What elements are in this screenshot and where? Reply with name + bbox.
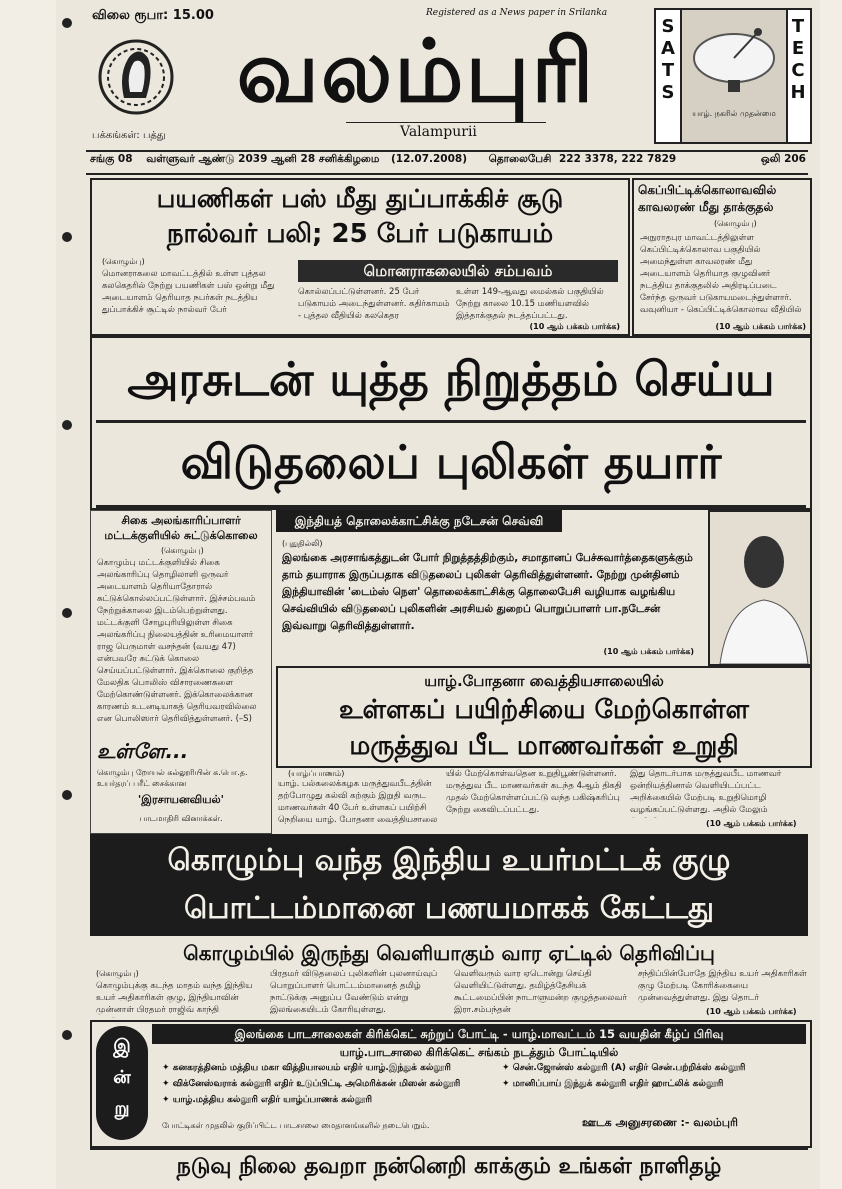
price-label: விலை ரூபா: 15.00 [92,8,214,23]
story1-headline-1: பயணிகள் பஸ் மீது துப்பாக்கிச் சூடு [156,184,564,213]
phone-label: தொலைபேசி [488,153,552,165]
main-headline-line1: அரசுடன் யுத்த நிறுத்தம் செய்ய [127,352,775,406]
punch-hole [62,420,72,430]
match-5: ✦ மானிப்பாய் இந்துக் கல்லூரி எதிர் ஹாட்லிக் கல்லூரி [502,1079,724,1089]
satellite-dish-icon [688,24,780,94]
main-headline-line2: விடுதலைப் புலிகள் தயார் [180,435,722,489]
dateline-bar [90,153,810,173]
cricket-intro: யாழ்.பாடசாலை கிரிக்கெட் சங்கம் நடத்தும் போட்டியில் [339,1046,619,1059]
nadesan-continued: (10 ஆம் பக்கம் பார்க்க) [603,647,694,656]
hospital-col2: யில் மேற்கொள்வதென உறுதிபூண்டுள்ளனர். மருத்துவ பீட மாணவர்கள் கடந்த 4ஆம் திகதி முதல் மேற்கொள்ளப்பட்டு வந்த பகிஷ்கரிப்பு நேற்று கைவிடப்பட்டது. [446,769,622,815]
india-story-headline [90,834,808,936]
india-col1: கொழும்புக்கு கடந்த மாதம் வந்த இந்திய உயர் அதிகாரிகள் குழு, இந்தியாவின் முன்னாள் பிரதமர் ராஜிவ் காந்தி [96,981,253,1015]
inside-line-2: 'இரசாயனவியல்' [137,793,225,806]
today-badge: இ ன் று [96,1026,148,1140]
masthead-title: வலம்புரி [236,22,596,122]
cricket-note: போட்டிகள் முதலில் குறிப்பிட்ட பாடசாலை மைதானங்களில் நடைபெறும். [162,1121,430,1130]
volume-number: சங்கு 08 [90,153,133,165]
story1-text-b: கொல்லப்பட்டுள்ளனர். 25 பேர் படுகாயம் அடைந்துள்ளனர். கதிர்காமம் - புத்தல வீதியில் கலகெதர [298,287,450,321]
gregorian-date: (12.07.2008) [390,153,468,165]
india-col4: சந்திப்பின்போதே இந்திய உயர் அதிகாரிகள் குழு மேற்படி கோரிக்கையை முன்வைத்துள்ளது. இது தொடர் [638,969,807,1003]
story1-subhead: மொனராகலையில் சம்பவம் [298,260,618,282]
india-dateline: (கொழும்பு) [96,969,139,978]
story1-dateline: (கொழும்பு) [102,257,145,266]
phone-numbers: 222 3378, 222 7829 [558,153,677,165]
sidebar-continued: (10 ஆம் பக்கம் பார்க்க) [715,322,806,331]
hospital-col3: இது தொடர்பாக மருத்துவபீட மாணவர் ஒன்றியத்தினால் வெளியிடப்பட்ட அறிக்கையில் மேற்படி உறுதிமொழி வழங்கப்பட்டுள்ளது. அதில் மேலும் [630,769,782,815]
sats-tech-ad [654,8,812,144]
punch-hole [62,790,72,800]
punch-hole [62,18,72,28]
kebithigollewa-story [632,178,812,336]
left-headline: சிகை அலங்காரிப்பாளர் மட்டக்குளியில் சுட்டுக்கொலை [104,514,258,542]
punch-hole [62,1030,72,1040]
cricket-notice [90,1020,812,1148]
main-headline-box [90,336,812,510]
india-line2: பொட்டம்மானை பணயமாகக் கேட்டது [183,891,715,926]
hospital-story-headline [276,666,812,768]
portrait-icon [710,512,810,664]
page-count: பக்கங்கள்: பத்து [92,130,166,141]
match-4: ✦ சென்.ஜோன்ஸ் கல்லூரி (A) எதிர் சென்.பற்றிக்ஸ் கல்லூரி [502,1063,746,1073]
nadesan-text: இலங்கை அரசாங்கத்துடன் போர் நிறுத்தத்திற்கும், சமாதானப் பேச்சுவார்த்தைகளுக்கும் தாம் தயாராக இருப்பதாக விடுதலைப் புலிகள் தெரிவித்துள்ளனர். நேற்று முன்தினம் இந்தியாவின் 'டைம்ஸ் நௌ' தொலைக்காட்சிக்கு தொலைபேசி வழியாக வழங்கிய செவ்வியில் விடுதலைப் புலிகளின் அரசியல் துறைப் பொறுப்பாளர் பா.நடேசன் இவ்வாறு தெரிவித்துள்ளார். [282,552,693,632]
hospital-col1: யாழ். பல்கலைக்கழக மருத்துவபீடத்தின் தற்போழுது கல்வி கற்கும் இறுதி வருட மாணவர்கள் 40 பேர் உள்ளகப் பயிற்சி நெறியை யாழ். போதனா வைத்தியசாலை [278,779,438,825]
punch-hole [62,608,72,618]
left-column [90,510,272,834]
hospital-dateline: (யாழ்ப்பாணம்) [288,769,345,778]
match-1: ✦ கனகரத்தினம் மத்திய மகா வித்தியாலயம் எதிர் யாழ்.இந்துக் கல்லூரி [162,1063,451,1073]
nadesan-photo [708,510,812,666]
nadesan-dateline: (புதுதில்லி) [282,539,323,548]
punch-hole [62,232,72,242]
ad-word-right: TECH [790,16,806,103]
story1-continued: (10 ஆம் பக்கம் பார்க்க) [529,322,620,331]
masthead-subtitle: Valampurii [396,124,481,140]
match-2: ✦ விக்னேஸ்வராக் கல்லூரி எதிர் உடுப்பிட்டி அமெரிக்கன் மிஸன் கல்லூரி [162,1079,461,1089]
sidebar-dateline: (கொழும்பு) [714,219,757,228]
inside-line-1: கொழும்பு றோயல் கல்லூரியின் க.பொ.த. உயர்தரப் பரீட் சைக்கான [97,768,248,788]
india-line1: கொழும்பு வந்த இந்திய உயர்மட்டக் குழு [167,843,731,878]
ad-word-left: SATS [661,16,675,103]
media-sponsor: ஊடக அனுசரணை :- வலம்புரி [582,1116,738,1129]
tamil-date: வள்ளுவர் ஆண்டு 2039 ஆனி 28 சனிக்கிழமை [146,153,380,165]
hospital-line2: மருத்துவ பீட மாணவர்கள் உறுதி [349,731,739,761]
inside-line-3: பாடமாதிரி வினாக்கள். [139,814,223,823]
newspaper-page [56,0,820,1189]
left-dateline: (கொழும்பு) [161,546,204,555]
registration-note: Registered as a News paper in Srilanka [426,8,608,18]
hospital-kicker: யாழ்.போதனா வைத்தியசாலையில் [424,672,664,690]
nadesan-headline: இந்தியத் தொலைக்காட்சிக்கு நடேசன் செவ்வி [276,510,562,532]
story1-text-a: மொனராகலை மாவட்டத்தில் உள்ள புத்தல கலகெதரில் நேற்று பயணிகள் பஸ் ஒன்று மீது அடையாளம் தெரியாத நபர்கள் நடத்திய துப்பாக்கிச் சூட்டில் நால்வர் பேர் [102,269,275,315]
india-col2: பிரதமர் விடுதலைப் புலிகளின் புலனாய்வுப் பொறுப்பாளர் பொட்டம்மானைத் தமிழ் நாட்டுக்கு அனுப்ப வேண்டும் என்று இலங்கையிடம் கோரியுள்ளது. [270,969,438,1015]
conch-logo-icon [96,32,176,122]
bus-attack-story [90,178,630,336]
india-subhead: கொழும்பில் இருந்து வெளியாகும் வார ஏட்டில் தெரிவிப்பு [183,941,715,965]
subtitle-rule-left [346,122,546,123]
ad-caption: யாழ். நகரில் முதன்மை [692,109,776,118]
match-3: ✦ யாழ்.மத்திய கல்லூரி எதிர் யாழ்ப்பாணக் கல்லூரி [162,1095,372,1105]
india-col3: வெளிவரும் வார ஏடொன்று செய்தி வெளியிட்டுள்ளது. தமிழ்த்தேசியக் கூட்டமைப்பின் நாடாளுமன்ற குழுத்தலைவர் இரா.சம்பந்தன் [454,969,627,1015]
footer-slogan: நடுவு நிலை தவறா நன்னெறி காக்கும் உங்கள் நாளிதழ் [90,1148,808,1184]
sidebar-text: அநுராதபுர மாவட்டத்திலுள்ள கெப்பிட்டிக்கொலாவ பகுதியில் அமைந்துள்ள காவலரண் மீது அடையாளம் தெரியாத குழுவினர் நடத்திய தாக்குதலில் அதிரடிப்படை சேர்ந்த ஒருவர் படுகாயமடைந்துள்ளார். வவுனியா - கெப்பிட்டிக்கொலாவ வீதியில் [640,233,802,315]
story1-text-c: உள்ள 149-ஆவது மைல்கல் பகுதியில் நேற்று காலை 10.15 மணியளவில் இத்தாக்குதல் நடத்தப்பட்டது. [456,287,604,321]
hospital-continued: (10 ஆம் பக்கம் பார்க்க) [706,819,797,828]
inside-label: உள்ளே... [97,739,189,763]
nadesan-story [276,510,704,662]
story1-headline-2: நால்வர் பலி; 25 பேர் படுகாயம் [166,219,554,249]
issue-number: ஒலி 206 [760,153,806,165]
hospital-line1: உள்ளகப் பயிற்சியை மேற்கொள்ள [338,695,750,725]
left-text: கொழும்பு மட்டக்குளியில் சிகை அலங்காரிப்பு தொழிலாளி ஒருவர் அடையாளம் தெரியாதோரால் சுட்டுக்கொல்லப்பட்டுள்ளார். இச்சம்பவம் நேற்றுக்காலை இடம்பெற்றுள்ளது. மட்டக்குளி சோழபுரியிலுள்ள சிகை அலங்கரிப்பு நிலையத்தின் உரிமையாளர் ராஜ பெருமாள் வசந்தன் (வயது 47) என்பவரே சுட்டுக் கொலை செய்யப்பட்டுள்ளார். இக்கொலை குறித்த மேலதிக பொலிஸ் விசாரணைகளை மேற்கொண்டுள்ளனர். இக்கொலைக்கான காரணம் உடனடியாகத் தெரியவரவில்லை என பொலிஸார் தெரிவித்துள்ளனர். (–S) [97,558,257,724]
sidebar-headline: கெப்பிட்டிக்கொலாவவில் காவலரண் மீது தாக்குதல் [638,183,777,214]
cricket-title: இலங்கை பாடசாலைகள் கிரிக்கெட் சுற்றுப் போட்டி - யாழ்.மாவட்டம் 15 வயதின் கீழ்ப் பிரிவு [152,1024,806,1044]
india-continued: (10 ஆம் பக்கம் பார்க்க) [706,1007,797,1016]
